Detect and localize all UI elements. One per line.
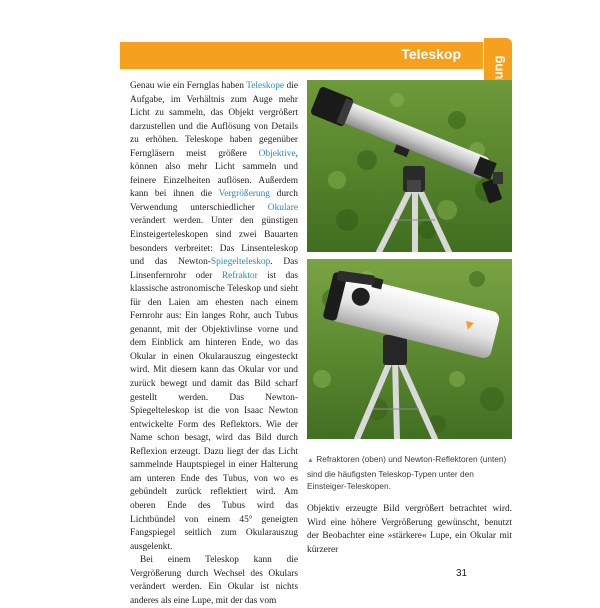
text-run: . Das Linsenfernrohr oder	[130, 257, 298, 281]
text-run: Genau wie ein Fernglas haben	[130, 81, 247, 91]
body-text-left-column	[130, 80, 298, 608]
page-number: 31	[456, 568, 468, 579]
glossary-term: Okulare	[267, 202, 298, 213]
glossary-term: Objektive	[258, 148, 296, 159]
glossary-term: Spiegelteleskop	[210, 257, 271, 268]
body-paragraph: Bei einem Teleskop kann die Vergrößerung durch Wechsel des Okulars verändert werden. Ein Okular ist nichts anderes als eine Lupe, mit der das vom	[130, 555, 298, 606]
text-run: , können also mehr Licht sammeln und feinere Einzelheiten auflösen. Außerdem kann bei ihnen die	[130, 148, 298, 200]
glossary-term: Refraktor	[221, 270, 258, 281]
newton-reflector-telescope-photo	[307, 259, 512, 439]
section-header-bar	[120, 42, 483, 69]
text-run: ist das klassische astronomische Teleskop und sieht für den Laien am ehesten nach einem Fernrohr aus: Ein langes Rohr, auch Tubus genannt, mit der Objektivlinse vorne und dem Einblick am hinteren Ende, wo das Okular in einen Okularauszug eingesteckt wird. Mit diesem kann das Okular vor und zurück bewegt und damit das Bild scharf gestellt werden. Das Newton-Spiegelteleskop ist die von Isaac Newton entwickelte Form des Reflektors. Wie der Name schon besagt, wird das Bild durch Reflexion erzeugt. Dazu liegt der das Licht sammelnde Hauptspiegel in einer Halterung am unteren Ende des Tubus, von wo es gebündelt zurück reflektiert wird. Am oberen Ende des Tubus wird das Lichtbündel von einem 45° geneigten Fangspiegel seitlich zum Okularauszug ausgelenkt.	[130, 270, 299, 552]
glossary-term: Vergrößerung	[218, 189, 270, 200]
glossary-term: Teleskope	[246, 81, 285, 91]
refractor-telescope-photo	[307, 80, 512, 252]
text-run: verändert werden. Unter den günstigen Einsteigerteleskopen sind zwei Bauarten besonders verbreitet: Das Linsenteleskop und das Newton-	[130, 216, 298, 268]
text-run: durch Verwendung unterschiedlicher	[130, 189, 298, 213]
section-title: Teleskop	[401, 46, 461, 62]
text-run: die Aufgabe, im Verhältnis zum Auge mehr Licht zu sammeln, das Objekt vergrößert darzustellen und die Auflösung von Details zu erhöhen. Teleskope haben gegenüber Ferngläsern meist größere	[130, 81, 298, 159]
body-paragraph	[130, 80, 298, 554]
triangle-up-icon: ▲	[307, 457, 314, 464]
body-text-right-column	[307, 503, 512, 557]
caption-text: Refraktoren (oben) und Newton-Reflektoren (unten) sind die häufigsten Teleskop-Typen unter den Einsteiger-Teleskopen.	[307, 454, 507, 491]
body-paragraph: Objektiv erzeugte Bild vergrößert betrachtet wird. Wird eine höhere Vergrößerung gewünscht, benutzt der Beobachter eine »stärkere« Lupe, ein Okular mit kürzerer	[307, 504, 512, 555]
figure-caption	[307, 453, 512, 493]
